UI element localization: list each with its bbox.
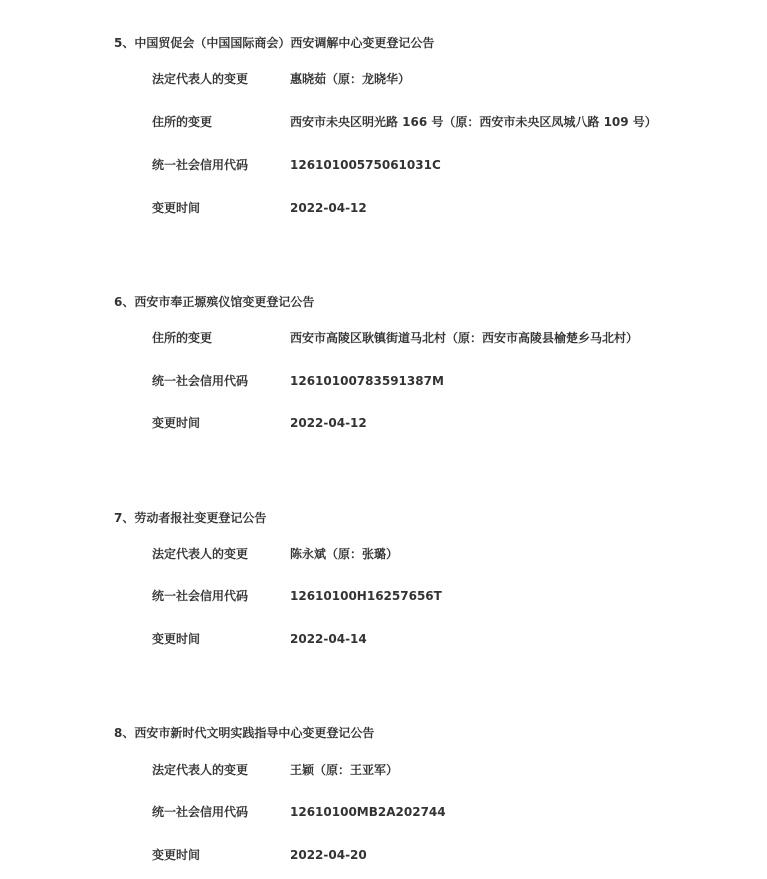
row-label: 法定代表人的变更 <box>152 547 249 561</box>
row-value: 12610100575061031C <box>290 158 441 172</box>
row-value: 西安市高陵区耿镇街道马北村（原：西安市高陵县榆楚乡马北村） <box>290 331 639 345</box>
row-label: 变更时间 <box>152 848 201 862</box>
notice-row <box>0 546 767 562</box>
notice-row <box>0 200 767 216</box>
notice-row <box>0 373 767 389</box>
row-label: 变更时间 <box>152 201 201 215</box>
row-label: 统一社会信用代码 <box>152 158 249 172</box>
notice-title: 5、中国贸促会（中国国际商会）西安调解中心变更登记公告 <box>114 36 435 50</box>
row-label: 统一社会信用代码 <box>152 589 249 603</box>
row-label: 变更时间 <box>152 632 201 646</box>
row-value: 王颖（原：王亚军） <box>290 763 399 777</box>
row-label: 住所的变更 <box>152 115 213 129</box>
row-value: 12610100H16257656T <box>290 589 442 603</box>
row-label: 法定代表人的变更 <box>152 72 249 86</box>
notice-title: 8、西安市新时代文明实践指导中心变更登记公告 <box>114 726 375 740</box>
row-label: 变更时间 <box>152 416 201 430</box>
notice-row <box>0 762 767 778</box>
notice-row <box>0 157 767 173</box>
row-value: 12610100783591387M <box>290 374 444 388</box>
notice-row <box>0 330 767 346</box>
row-label: 统一社会信用代码 <box>152 805 249 819</box>
row-value: 惠晓茹（原：龙晓华） <box>290 72 411 86</box>
notice-row <box>0 631 767 647</box>
row-value: 西安市未央区明光路 166 号（原：西安市未央区凤城八路 109 号） <box>290 115 657 129</box>
notice-row <box>0 71 767 87</box>
notice-row <box>0 415 767 431</box>
notice-title: 7、劳动者报社变更登记公告 <box>114 511 267 525</box>
row-value: 陈永斌（原：张璐） <box>290 547 399 561</box>
row-value: 2022-04-14 <box>290 632 367 646</box>
row-label: 住所的变更 <box>152 331 213 345</box>
row-value: 12610100MB2A202744 <box>290 805 446 819</box>
row-value: 2022-04-12 <box>290 201 367 215</box>
row-value: 2022-04-20 <box>290 848 367 862</box>
row-label: 统一社会信用代码 <box>152 374 249 388</box>
notice-row <box>0 114 767 130</box>
row-label: 法定代表人的变更 <box>152 763 249 777</box>
notice-row <box>0 588 767 604</box>
notice-row <box>0 847 767 863</box>
row-value: 2022-04-12 <box>290 416 367 430</box>
notice-row <box>0 804 767 820</box>
notice-title: 6、西安市奉正塬殡仪馆变更登记公告 <box>114 295 315 309</box>
